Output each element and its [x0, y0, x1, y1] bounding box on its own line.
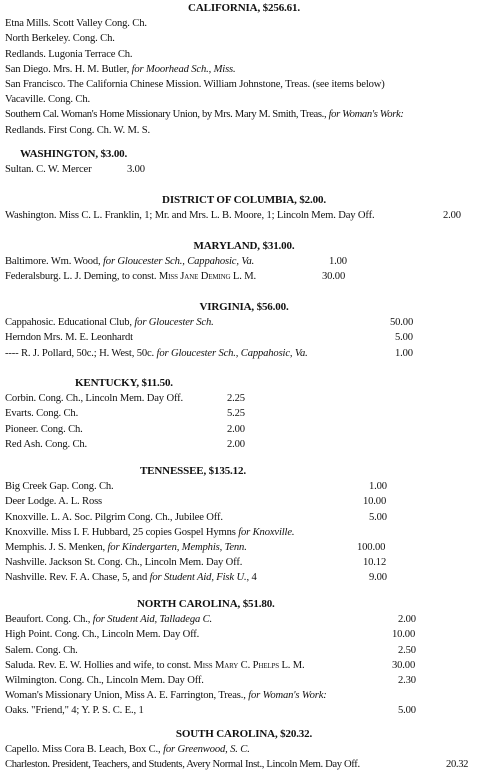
list-item: North Berkeley. Cong. Ch. — [5, 33, 115, 45]
list-item: Etna Mills. Scott Valley Cong. Ch. — [5, 18, 147, 30]
list-item: Knoxville. L. A. Soc. Pilgrim Cong. Ch., Jubilee Off. 5.00 — [0, 510, 488, 525]
list-item: Washington. Miss C. L. Franklin, 1; Mr. and Mrs. L. B. Moore, 1; Lincoln Mem. Day Off. 2.00 — [0, 208, 488, 223]
list-item: Knoxville. Miss I. F. Hubbard, 25 copies Gospel Hymns for Knoxville. — [5, 526, 295, 538]
list-item: Deer Lodge. A. L. Ross 10.00 — [0, 494, 488, 509]
amount: 3.00 — [127, 164, 145, 176]
amount: 30.00 — [392, 659, 416, 671]
list-item: Vacaville. Cong. Ch. — [5, 94, 90, 106]
amount: 1.00 — [369, 481, 387, 493]
section-heading: KENTUCKY, $11.50. — [75, 377, 173, 389]
section-south-carolina — [0, 727, 488, 773]
list-item: Cappahosic. Educational Club, for Gloucester Sch. 50.00 — [0, 315, 488, 330]
list-item: Salem. Cong. Ch. 2.50 — [0, 643, 488, 658]
list-item: Capello. Miss Cora B. Leach, Box C., for Greenwood, S. C. — [5, 744, 250, 756]
list-item: Redlands. Lugonia Terrace Ch. — [5, 48, 133, 60]
list-item: Pioneer. Cong. Ch. 2.00 — [0, 422, 488, 437]
amount: 5.00 — [398, 705, 416, 717]
section-heading: TENNESSEE, $135.12. — [140, 465, 246, 477]
section-district-of-columbia — [0, 193, 488, 223]
list-item: Redlands. First Cong. Ch. W. M. S. — [5, 124, 151, 136]
list-item: Southern Cal. Woman's Home Missionary Union, by Mrs. Mary M. Smith, Treas., for Woman's Work: — [5, 109, 404, 121]
list-item: Saluda. Rev. E. W. Hollies and wife, to const. Miss Mary C. Phelps L. M. 30.00 — [0, 658, 488, 673]
list-item: High Point. Cong. Ch., Lincoln Mem. Day Off. 10.00 — [0, 627, 488, 642]
amount: 1.00 — [329, 256, 347, 268]
amount: 2.00 — [227, 438, 245, 450]
list-item: San Diego. Mrs. H. M. Butler, for Moorhead Sch., Miss. — [5, 63, 236, 75]
amount: 10.00 — [363, 496, 387, 508]
section-maryland — [0, 239, 488, 285]
amount: 2.00 — [398, 614, 416, 626]
amount: 30.00 — [322, 271, 346, 283]
list-item: Memphis. J. S. Menken, for Kindergarten, Memphis, Tenn. 100.00 — [0, 540, 488, 555]
list-item: Nashville. Jackson St. Cong. Ch., Lincoln Mem. Day Off. 10.12 — [0, 555, 488, 570]
amount: 20.32 — [446, 759, 469, 771]
list-item: Wilmington. Cong. Ch., Lincoln Mem. Day Off. 2.30 — [0, 673, 488, 688]
section-california — [0, 1, 488, 138]
list-item: Herndon Mrs. M. E. Leonhardt 5.00 — [0, 330, 488, 345]
section-kentucky — [0, 376, 488, 452]
amount: 2.25 — [227, 393, 245, 405]
list-item: Oaks. "Friend," 4; Y. P. S. C. E., 1 5.00 — [0, 703, 488, 718]
list-item: Federalsburg. L. J. Deming, to const. Miss Jane Deming L. M. 30.00 — [0, 269, 488, 284]
section-heading: MARYLAND, $31.00. — [193, 240, 295, 252]
amount: 9.00 — [369, 572, 387, 584]
amount: 2.50 — [398, 644, 416, 656]
list-item: Beaufort. Cong. Ch., for Student Aid, Talladega C. 2.00 — [0, 612, 488, 627]
amount: 2.30 — [398, 674, 416, 686]
section-heading: VIRGINIA, $56.00. — [199, 301, 289, 313]
amount: 10.12 — [363, 557, 387, 569]
section-heading: DISTRICT OF COLUMBIA, $2.00. — [162, 194, 326, 206]
section-heading: SOUTH CAROLINA, $20.32. — [175, 728, 313, 740]
amount: 2.00 — [227, 423, 245, 435]
list-item: ---- R. J. Pollard, 50c.; H. West, 50c. for Gloucester Sch., Cappahosic, Va. 1.00 — [0, 346, 488, 361]
list-item: Charleston. President, Teachers, and Students, Avery Normal Inst., Lincoln Mem. Day Off. 20.32 — [0, 757, 488, 772]
amount: 5.00 — [395, 332, 413, 344]
list-item: Nashville. Rev. F. A. Chase, 5, and for Student Aid, Fisk U., 4 9.00 — [0, 570, 488, 585]
section-virginia — [0, 300, 488, 361]
amount: 100.00 — [357, 541, 386, 553]
section-heading: WASHINGTON, $3.00. — [20, 148, 128, 160]
section-heading: CALIFORNIA, $256.61. — [188, 2, 300, 14]
list-item: Red Ash. Cong. Ch. 2.00 — [0, 437, 488, 452]
list-item: Woman's Missionary Union, Miss A. E. Farrington, Treas., for Woman's Work: — [5, 690, 327, 702]
amount: 2.00 — [443, 210, 461, 222]
list-item: Sultan. C. W. Mercer 3.00 — [0, 162, 488, 177]
amount: 5.25 — [227, 408, 245, 420]
section-washington — [0, 147, 488, 177]
list-item: Corbin. Cong. Ch., Lincoln Mem. Day Off. 2.25 — [0, 391, 488, 406]
section-heading: NORTH CAROLINA, $51.80. — [137, 598, 275, 610]
amount: 50.00 — [390, 317, 414, 329]
list-item: Big Creek Gap. Cong. Ch. 1.00 — [0, 479, 488, 494]
amount: 5.00 — [369, 511, 387, 523]
amount: 1.00 — [395, 347, 413, 359]
section-north-carolina — [0, 597, 488, 719]
section-tennessee — [0, 464, 488, 586]
list-item: Evarts. Cong. Ch. 5.25 — [0, 406, 488, 421]
amount: 10.00 — [392, 629, 416, 641]
list-item: Baltimore. Wm. Wood, for Gloucester Sch., Cappahosic, Va. 1.00 — [0, 254, 488, 269]
list-item: San Francisco. The California Chinese Mission. William Johnstone, Treas. (see items below) — [5, 78, 385, 90]
